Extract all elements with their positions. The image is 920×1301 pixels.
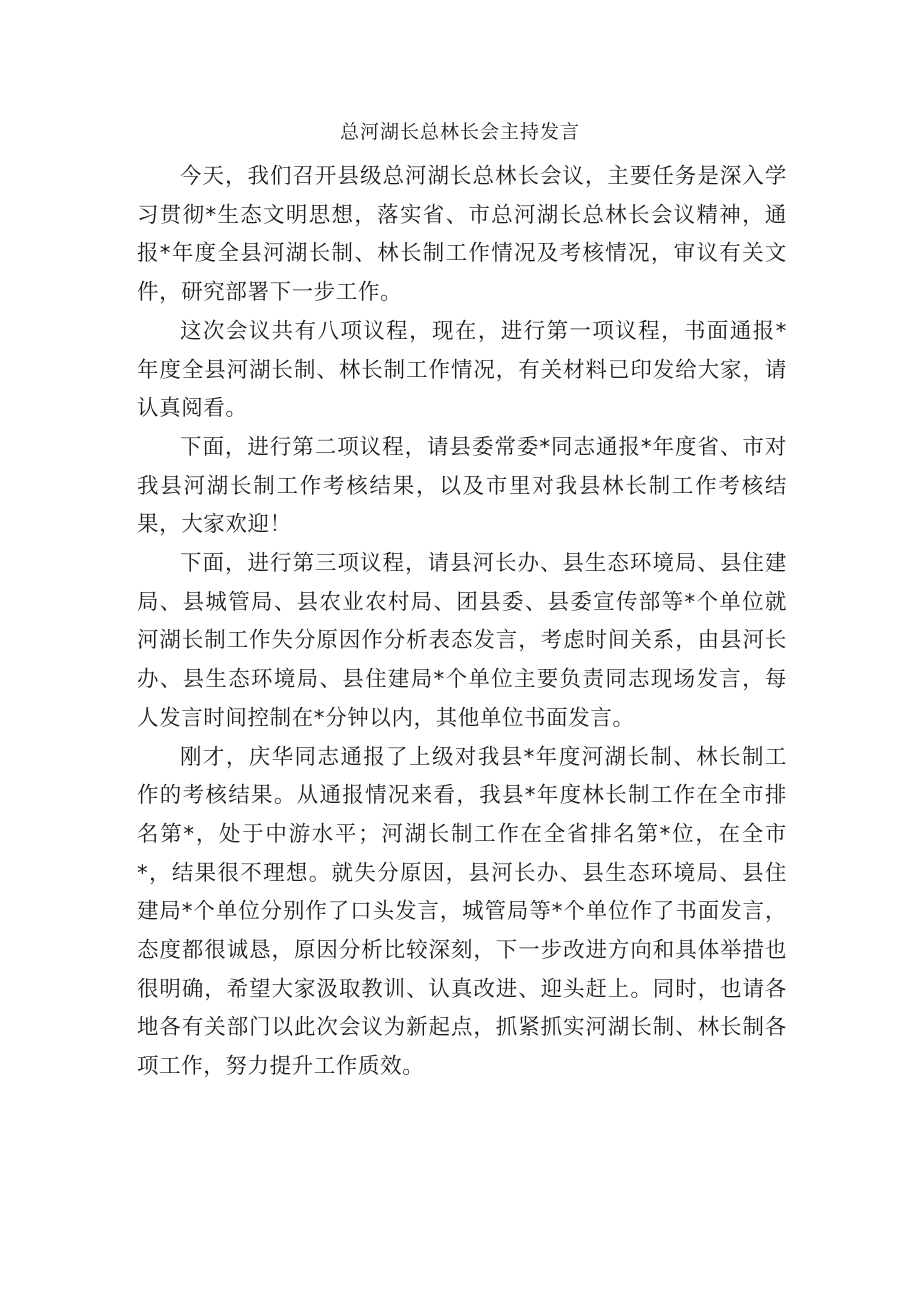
paragraph-1: 今天，我们召开县级总河湖长总林长会议，主要任务是深入学习贯彻*生态文明思想，落实省、市总河湖长总林长会议精神，通报*年度全县河湖长制、林长制工作情况及考核情况，审议有关文件，研究部署下一步工作。: [137, 164, 787, 306]
document-title: 总河湖长总林长会主持发言: [339, 121, 580, 143]
paragraph-5: 刚才，庆华同志通报了上级对我县*年度河湖长制、林长制工作的考核结果。从通报情况来看，我县*年度林长制工作在全市排名第*，处于中游水平；河湖长制工作在全省排名第*位，在全市*，结果很不理想。就失分原因，县河长办、县生态环境局、县住建局*个单位分别作了口头发言，城管局等*个单位作了书面发言，态度都很诚恳，原因分析比较深刻，下一步改进方向和具体举措也很明确，希望大家汲取教训、认真改进、迎头赶上。同时，也请各地各有关部门以此次会议为新起点，抓紧抓实河湖长制、林长制各项工作，努力提升工作质效。: [137, 744, 787, 1080]
paragraph-3: 下面，进行第二项议程，请县委常委*同志通报*年度省、市对我县河湖长制工作考核结果，以及市里对我县林长制工作考核结果，大家欢迎！: [137, 434, 787, 538]
document-body: [137, 158, 787, 1087]
paragraph-4: 下面，进行第三项议程，请县河长办、县生态环境局、县住建局、县城管局、县农业农村局、团县委、县委宣传部等*个单位就河湖长制工作失分原因作分析表态发言，考虑时间关系，由县河长办、县生态环境局、县住建局*个单位主要负责同志现场发言，每人发言时间控制在*分钟以内，其他单位书面发言。: [137, 551, 787, 731]
paragraph-2: 这次会议共有八项议程，现在，进行第一项议程，书面通报*年度全县河湖长制、林长制工作情况，有关材料已印发给大家，请认真阅看。: [137, 318, 787, 422]
